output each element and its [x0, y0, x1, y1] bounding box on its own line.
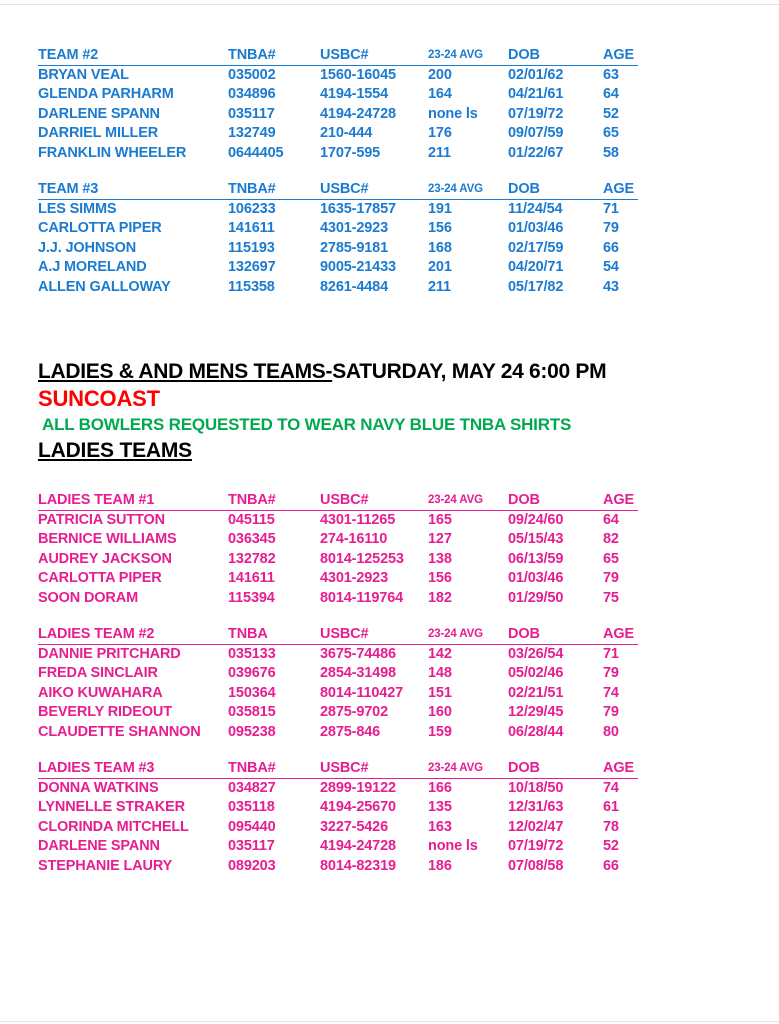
cell-usbc: 4301-2923: [320, 570, 388, 586]
column-header-avg: 23-24 AVG: [428, 44, 508, 65]
cell-name: LES SIMMS: [38, 200, 117, 217]
cell-age: 74: [603, 684, 619, 701]
cell-usbc: 210-444: [320, 125, 373, 141]
cell-tnba: 0644405: [228, 144, 284, 161]
column-header-age: AGE: [603, 489, 638, 510]
cell-dob: 01/22/67: [508, 144, 564, 161]
table-row: [38, 818, 638, 838]
cell-avg: 200: [428, 66, 452, 83]
cell-dob: 12/29/45: [508, 704, 564, 720]
roster-table: [38, 44, 638, 163]
cell-age: 66: [603, 239, 619, 256]
cell-name: BRYAN VEAL: [38, 66, 129, 83]
column-header-tnba: TNBA#: [228, 489, 320, 510]
column-header-dob: DOB: [508, 757, 603, 778]
column-header-tnba: TNBA: [228, 623, 320, 644]
table-row: [38, 85, 638, 105]
cell-dob: 03/26/54: [508, 645, 564, 662]
cell-dob: 05/02/46: [508, 665, 564, 681]
cell-name: FREDA SINCLAIR: [38, 665, 158, 681]
cell-tnba: 132782: [228, 550, 276, 567]
cell-avg: 156: [428, 570, 452, 586]
table-row: [38, 530, 638, 550]
column-header-age: AGE: [603, 623, 638, 644]
table-row: [38, 703, 638, 723]
cell-tnba: 036345: [228, 531, 276, 547]
cell-age: 79: [603, 570, 619, 586]
section-spacer: [38, 297, 779, 353]
column-header-usbc: USBC#: [320, 623, 428, 644]
cell-dob: 02/17/59: [508, 239, 564, 256]
column-header-dob: DOB: [508, 44, 603, 65]
cell-dob: 05/15/43: [508, 531, 564, 547]
cell-tnba: 045115: [228, 511, 275, 528]
cell-age: 64: [603, 511, 619, 528]
cell-name: AIKO KUWAHARA: [38, 684, 163, 701]
column-header-tnba: TNBA#: [228, 178, 320, 199]
cell-tnba: 035815: [228, 704, 276, 720]
cell-age: 61: [603, 799, 619, 815]
cell-tnba: 106233: [228, 200, 276, 217]
column-header-avg: 23-24 AVG: [428, 623, 508, 644]
column-header-tnba: TNBA#: [228, 757, 320, 778]
table-row: [38, 219, 638, 239]
cell-usbc: 8014-110427: [320, 684, 404, 701]
cell-dob: 04/20/71: [508, 259, 564, 275]
cell-dob: 01/03/46: [508, 220, 564, 236]
cell-usbc: 4301-11265: [320, 511, 396, 528]
cell-usbc: 2875-846: [320, 723, 381, 740]
cell-name: GLENDA PARHARM: [38, 86, 174, 102]
cell-avg: 168: [428, 239, 452, 256]
ladies-team-table-0: [38, 489, 779, 608]
cell-avg: 163: [428, 818, 452, 835]
cell-dob: 06/13/59: [508, 550, 564, 567]
cell-age: 65: [603, 125, 619, 141]
cell-dob: 07/19/72: [508, 838, 564, 854]
column-header-avg: 23-24 AVG: [428, 757, 508, 778]
table-spacer: [38, 163, 779, 178]
ladies-team-table-2: [38, 757, 779, 876]
cell-avg: 151: [428, 684, 452, 701]
cell-age: 71: [603, 645, 619, 662]
cell-usbc: 274-16110: [320, 531, 388, 547]
event-title-rest: SATURDAY, MAY 24 6:00 PM: [332, 360, 607, 383]
column-header-age: AGE: [603, 178, 638, 199]
cell-usbc: 4194-24728: [320, 105, 396, 122]
cell-dob: 04/21/61: [508, 86, 564, 102]
cell-age: 65: [603, 550, 619, 567]
table-row: [38, 550, 638, 570]
column-header-age: AGE: [603, 757, 638, 778]
table-row: [38, 778, 638, 798]
cell-avg: 160: [428, 704, 452, 720]
cell-tnba: 115193: [228, 239, 275, 256]
table-header-row: [38, 489, 638, 510]
table-spacer: [38, 742, 779, 757]
cell-tnba: 095440: [228, 818, 276, 835]
cell-avg: 165: [428, 511, 452, 528]
cell-age: 78: [603, 818, 619, 835]
table-row: [38, 857, 638, 877]
ladies-teams-section: [38, 489, 779, 876]
cell-tnba: 039676: [228, 665, 276, 681]
table-header-row: [38, 623, 638, 644]
cell-age: 64: [603, 86, 619, 102]
cell-usbc: 1707-595: [320, 144, 381, 161]
cell-avg: 201: [428, 259, 452, 275]
cell-usbc: 2899-19122: [320, 779, 396, 796]
column-header-dob: DOB: [508, 178, 603, 199]
cell-name: AUDREY JACKSON: [38, 550, 172, 567]
cell-avg: 164: [428, 86, 452, 102]
cell-avg: 176: [428, 125, 452, 141]
table-row: [38, 199, 638, 219]
cell-name: DARRIEL MILLER: [38, 125, 159, 141]
cell-dob: 10/18/50: [508, 779, 564, 796]
column-header-dob: DOB: [508, 623, 603, 644]
cell-avg: 159: [428, 723, 452, 740]
cell-name: FRANKLIN WHEELER: [38, 144, 187, 161]
table-row: [38, 144, 638, 164]
cell-age: 52: [603, 105, 619, 122]
cell-avg: 166: [428, 779, 452, 796]
table-row: [38, 723, 638, 743]
cell-usbc: 4301-2923: [320, 220, 388, 236]
cell-age: 52: [603, 838, 619, 854]
roster-table: [38, 757, 638, 876]
event-title: [38, 359, 779, 385]
cell-tnba: 141611: [228, 570, 275, 586]
cell-usbc: 4194-24728: [320, 838, 396, 854]
cell-avg: 127: [428, 531, 452, 547]
cell-tnba: 035117: [228, 838, 275, 854]
column-header-avg: 23-24 AVG: [428, 178, 508, 199]
cell-usbc: 1560-16045: [320, 66, 396, 83]
cell-dob: 07/19/72: [508, 105, 564, 122]
table-row: [38, 278, 638, 298]
table-row: [38, 589, 638, 609]
cell-name: ALLEN GALLOWAY: [38, 278, 171, 295]
ladies-team-table-1: [38, 623, 779, 742]
event-note: ALL BOWLERS REQUESTED TO WEAR NAVY BLUE TNBA SHIRTS: [42, 415, 572, 434]
cell-dob: 11/24/54: [508, 200, 563, 217]
cell-tnba: 132697: [228, 259, 276, 275]
table-row: [38, 105, 638, 125]
cell-dob: 01/29/50: [508, 589, 564, 606]
cell-age: 79: [603, 220, 619, 236]
cell-dob: 02/01/62: [508, 66, 564, 83]
cell-dob: 12/31/63: [508, 799, 564, 815]
table-row: [38, 837, 638, 857]
cell-dob: 05/17/82: [508, 278, 564, 295]
cell-name: BEVERLY RIDEOUT: [38, 704, 172, 720]
cell-name: CLORINDA MITCHELL: [38, 818, 189, 835]
table-header-row: [38, 757, 638, 778]
cell-name: CLAUDETTE SHANNON: [38, 723, 201, 740]
cell-tnba: 035118: [228, 799, 275, 815]
event-heading-block: [38, 353, 779, 475]
cell-tnba: 089203: [228, 857, 276, 874]
cell-usbc: 4194-25670: [320, 799, 396, 815]
column-header-team: TEAM #2: [38, 44, 228, 65]
cell-name: PATRICIA SUTTON: [38, 511, 165, 528]
cell-dob: 07/08/58: [508, 857, 564, 874]
cell-name: BERNICE WILLIAMS: [38, 531, 177, 547]
cell-avg: 138: [428, 550, 452, 567]
cell-tnba: 132749: [228, 125, 276, 141]
roster-table: [38, 489, 638, 608]
cell-usbc: 2875-9702: [320, 704, 388, 720]
column-header-dob: DOB: [508, 489, 603, 510]
table-row: [38, 798, 638, 818]
cell-dob: 01/03/46: [508, 570, 564, 586]
cell-dob: 06/28/44: [508, 723, 564, 740]
cell-age: 82: [603, 531, 619, 547]
cell-usbc: 3675-74486: [320, 645, 396, 662]
column-header-usbc: USBC#: [320, 44, 428, 65]
cell-avg: 156: [428, 220, 452, 236]
cell-name: STEPHANIE LAURY: [38, 857, 173, 874]
table-row: [38, 65, 638, 85]
cell-age: 43: [603, 278, 619, 295]
cell-name: DARLENE SPANN: [38, 105, 160, 122]
cell-usbc: 8261-4484: [320, 278, 388, 295]
cell-avg: none ls: [428, 105, 478, 122]
cell-usbc: 2854-31498: [320, 665, 396, 681]
cell-name: DARLENE SPANN: [38, 838, 160, 854]
page-bottom-rule: [0, 1021, 779, 1022]
column-header-team: LADIES TEAM #3: [38, 757, 228, 778]
roster-table: [38, 623, 638, 742]
section-spacer: [38, 475, 779, 489]
cell-usbc: 8014-82319: [320, 857, 396, 874]
cell-avg: none ls: [428, 838, 478, 854]
mens-team-table-0: [38, 44, 779, 163]
cell-name: CARLOTTA PIPER: [38, 220, 162, 236]
table-spacer: [38, 608, 779, 623]
cell-age: 54: [603, 259, 619, 275]
cell-avg: 186: [428, 857, 452, 874]
cell-usbc: 4194-1554: [320, 86, 388, 102]
cell-name: DANNIE PRITCHARD: [38, 645, 181, 662]
cell-name: CARLOTTA PIPER: [38, 570, 162, 586]
column-header-usbc: USBC#: [320, 757, 428, 778]
cell-avg: 135: [428, 799, 452, 815]
cell-tnba: 115394: [228, 589, 275, 606]
table-row: [38, 644, 638, 664]
cell-name: A.J MORELAND: [38, 259, 147, 275]
cell-avg: 211: [428, 144, 451, 161]
cell-age: 75: [603, 589, 619, 606]
column-header-usbc: USBC#: [320, 178, 428, 199]
mens-teams-section: [38, 44, 779, 297]
cell-tnba: 035133: [228, 645, 276, 662]
cell-name: DONNA WATKINS: [38, 779, 159, 796]
table-row: [38, 258, 638, 278]
cell-avg: 142: [428, 645, 452, 662]
cell-usbc: 8014-125253: [320, 550, 404, 567]
cell-tnba: 150364: [228, 684, 276, 701]
cell-name: LYNNELLE STRAKER: [38, 799, 185, 815]
cell-usbc: 3227-5426: [320, 818, 388, 835]
column-header-team: TEAM #3: [38, 178, 228, 199]
table-row: [38, 510, 638, 530]
table-row: [38, 684, 638, 704]
cell-tnba: 141611: [228, 220, 275, 236]
event-venue: SUNCOAST: [38, 386, 160, 411]
cell-name: SOON DORAM: [38, 589, 139, 606]
cell-usbc: 1635-17857: [320, 200, 396, 217]
event-title-underlined: LADIES & AND MENS TEAMS-: [38, 360, 333, 383]
table-header-row: [38, 44, 638, 65]
cell-dob: 09/07/59: [508, 125, 564, 141]
mens-team-table-1: [38, 178, 779, 297]
column-header-usbc: USBC#: [320, 489, 428, 510]
cell-age: 58: [603, 144, 619, 161]
cell-tnba: 095238: [228, 723, 276, 740]
cell-usbc: 2785-9181: [320, 239, 388, 256]
cell-dob: 09/24/60: [508, 511, 564, 528]
roster-table: [38, 178, 638, 297]
cell-age: 63: [603, 66, 619, 83]
cell-avg: 182: [428, 589, 452, 606]
cell-age: 79: [603, 665, 619, 681]
table-header-row: [38, 178, 638, 199]
column-header-tnba: TNBA#: [228, 44, 320, 65]
table-row: [38, 664, 638, 684]
cell-tnba: 034827: [228, 779, 276, 796]
column-header-team: LADIES TEAM #2: [38, 623, 228, 644]
cell-tnba: 035002: [228, 66, 276, 83]
cell-avg: 191: [428, 200, 452, 217]
cell-avg: 211: [428, 278, 451, 295]
cell-age: 80: [603, 723, 619, 740]
cell-dob: 12/02/47: [508, 818, 564, 835]
cell-age: 74: [603, 779, 619, 796]
table-row: [38, 239, 638, 259]
cell-avg: 148: [428, 665, 452, 681]
cell-age: 79: [603, 704, 619, 720]
table-row: [38, 124, 638, 144]
ladies-teams-section-title: LADIES TEAMS: [38, 439, 192, 462]
cell-age: 66: [603, 857, 619, 874]
cell-tnba: 034896: [228, 86, 276, 102]
cell-dob: 02/21/51: [508, 684, 564, 701]
cell-tnba: 035117: [228, 105, 275, 122]
table-row: [38, 569, 638, 589]
cell-usbc: 9005-21433: [320, 259, 396, 275]
cell-tnba: 115358: [228, 278, 275, 295]
column-header-avg: 23-24 AVG: [428, 489, 508, 510]
column-header-age: AGE: [603, 44, 638, 65]
cell-usbc: 8014-119764: [320, 589, 404, 606]
cell-age: 71: [603, 200, 619, 217]
column-header-team: LADIES TEAM #1: [38, 489, 228, 510]
cell-name: J.J. JOHNSON: [38, 239, 137, 256]
